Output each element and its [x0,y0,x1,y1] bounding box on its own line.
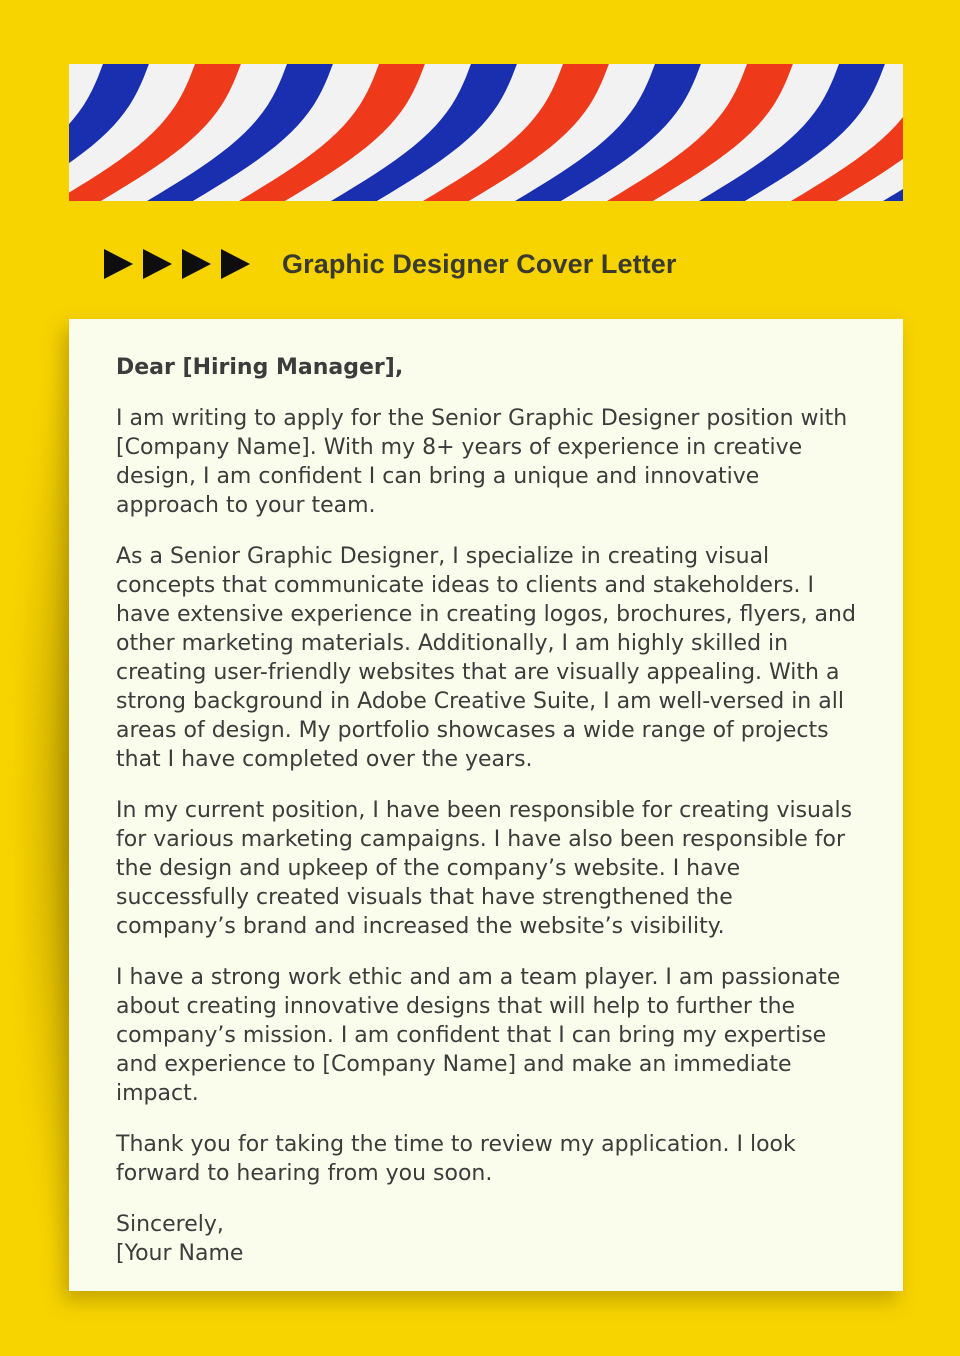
wavy-stripes-graphic [69,64,903,201]
play-arrow-icon [221,249,250,279]
letter-paragraph: Thank you for taking the time to review my application. I look forward to hearing from you soon. [116,1132,796,1186]
decorative-stripe-banner [69,64,903,201]
letter-body [116,353,856,1268]
letter-greeting: Dear [Hiring Manager], [116,355,404,380]
play-arrow-icon [143,249,172,279]
play-arrow-icon [182,249,211,279]
letter-signature: [Your Name [116,1241,244,1266]
letter-paragraph: In my current position, I have been responsible for creating visuals for various marketing campaigns. I have also been responsible for the design and upkeep of the company’s website. I have successfully created visuals that have strengthened the company’s brand and increased the website’s visibility. [116,798,853,939]
title-row [104,244,677,284]
letter-paragraph: As a Senior Graphic Designer, I specialize in creating visual concepts that communicate ideas to clients and stakeholders. I have extensive experience in creating logos, brochures, flyers, and other marketing materials. Additionally, I am highly skilled in creating user-friendly websites that are visually appealing. With a strong background in Adobe Creative Suite, I am well-versed in all areas of design. My portfolio showcases a wide range of projects that I have completed over the years. [116,544,856,772]
letter-paragraph: I am writing to apply for the Senior Graphic Designer position with [Company Name]. With my 8+ years of experience in creative design, I am confident I can bring a unique and innovative approach to your team. [116,406,848,518]
document-title: Graphic Designer Cover Letter [282,248,677,279]
arrow-group [104,249,250,279]
letter-sign-off: Sincerely, [116,1212,224,1237]
letter-paper [69,319,903,1291]
play-arrow-icon [104,249,133,279]
letter-paragraph: I have a strong work ethic and am a team player. I am passionate about creating innovative designs that will help to further the company’s mission. I am confident that I can bring my expertise and experience to [Company Name] and make an immediate impact. [116,965,841,1106]
